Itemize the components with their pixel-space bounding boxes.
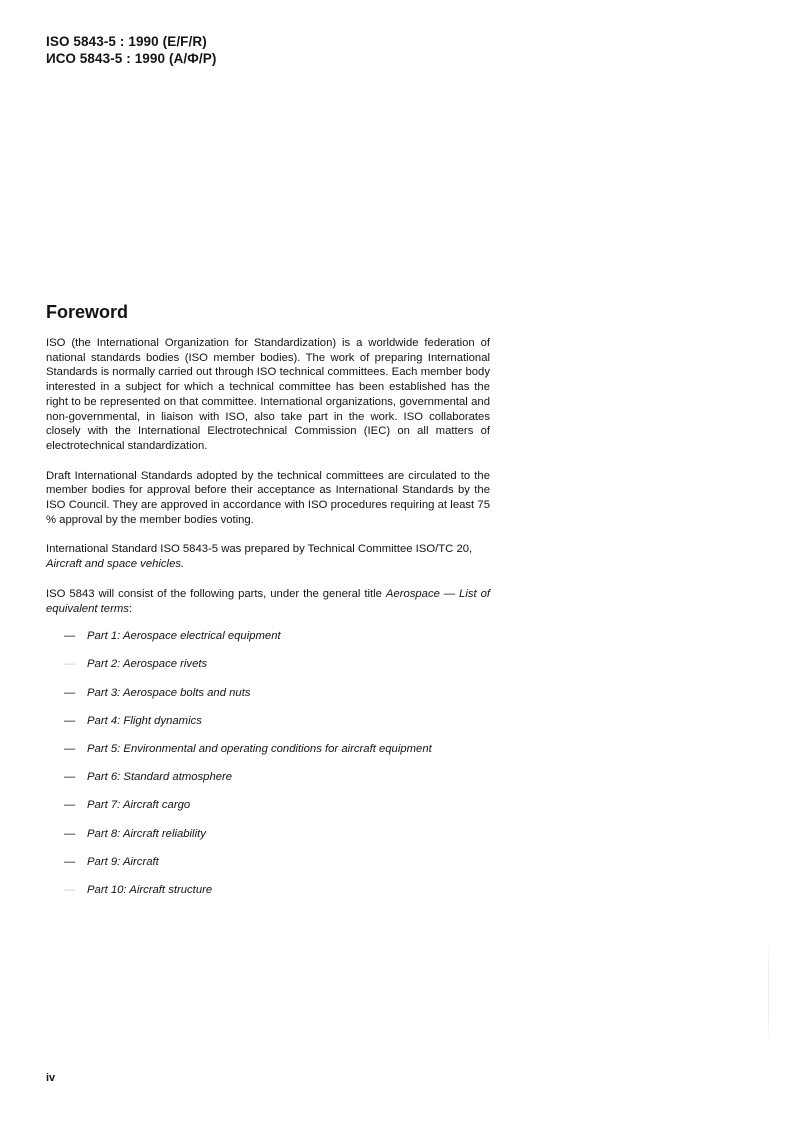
list-item-label: Part 5: Environmental and operating conditions for aircraft equipment — [87, 743, 432, 755]
list-item — [46, 827, 490, 855]
list-dash: — — [64, 883, 76, 896]
list-item-label: Part 8: Aircraft reliability — [87, 827, 206, 840]
header-standard-code: ISO 5843-5 : 1990 (E/F/R) — [46, 34, 207, 49]
list-dash: — — [64, 799, 76, 812]
list-item-label: Part 9: Aircraft — [87, 855, 159, 868]
list-item — [46, 686, 490, 714]
list-dash: — — [64, 743, 76, 755]
list-item-label: Part 7: Aircraft cargo — [87, 799, 191, 812]
list-item — [46, 629, 490, 657]
paragraph-prepared-by — [46, 542, 490, 571]
page-title: Foreword — [46, 302, 129, 322]
prepared-by-text: International Standard ISO 5843-5 was prepared by Technical Committee ISO/TC 20, — [46, 543, 473, 556]
document-header — [46, 33, 216, 67]
list-item — [46, 742, 490, 770]
header-standard-code-russian: ИСО 5843-5 : 1990 (А/Ф/Р) — [46, 51, 217, 66]
list-item-label: Part 3: Aerospace bolts and nuts — [87, 686, 251, 699]
list-dash: — — [64, 658, 76, 671]
paragraph-iso-description: ISO (the International Organization for Standardization) is a worldwide federation of national standards bodies (ISO member bodies). The work of preparing International Standards is normally carried out through ISO technical committees. Each member body interested in a subject for which a technical committee has been established has the right to be represented on that committee. International organizations, governmental and non-governmental, in liaison with ISO, also take part in the work. ISO collaborates closely with the International Electrotechnical Commission (IEC) on all matters of electrotechnical standardization. — [46, 337, 490, 452]
committee-title: Aircraft and space vehicles. — [46, 558, 185, 571]
list-dash: — — [64, 630, 76, 643]
list-dash: — — [64, 771, 76, 784]
list-item — [46, 714, 490, 742]
parts-intro-colon: : — [128, 602, 133, 615]
list-dash: — — [64, 714, 76, 727]
general-title: Aerospace — List of equivalent terms — [46, 587, 490, 615]
foreword-body — [46, 336, 490, 911]
list-item — [46, 798, 490, 826]
list-dash: — — [64, 855, 76, 868]
list-item-label: Part 10: Aircraft structure — [87, 883, 213, 896]
list-item-label: Part 4: Flight dynamics — [87, 714, 202, 727]
list-item-label: Part 1: Aerospace electrical equipment — [87, 630, 281, 643]
list-item — [46, 883, 490, 911]
parts-list — [46, 629, 490, 911]
paragraph-draft-standards: Draft International Standards adopted by the technical committees are circulated to the member bodies for approval before their acceptance as International Standards by the ISO Council. They are approved in accordance with ISO procedures requiring at least 75 % approval by the member bodies voting. — [46, 469, 490, 526]
list-dash: — — [64, 827, 76, 840]
scan-edge-mark — [768, 940, 769, 1050]
list-item — [46, 657, 490, 685]
list-dash: — — [64, 686, 76, 699]
parts-intro-text: ISO 5843 will consist of the following parts, under the general title — [46, 587, 382, 600]
list-item — [46, 770, 490, 798]
list-item — [46, 855, 490, 883]
list-item-label: Part 6: Standard atmosphere — [87, 771, 233, 784]
page-number: iv — [46, 1072, 56, 1084]
paragraph-parts-intro — [46, 587, 490, 616]
list-item-label: Part 2: Aerospace rivets — [87, 658, 208, 671]
